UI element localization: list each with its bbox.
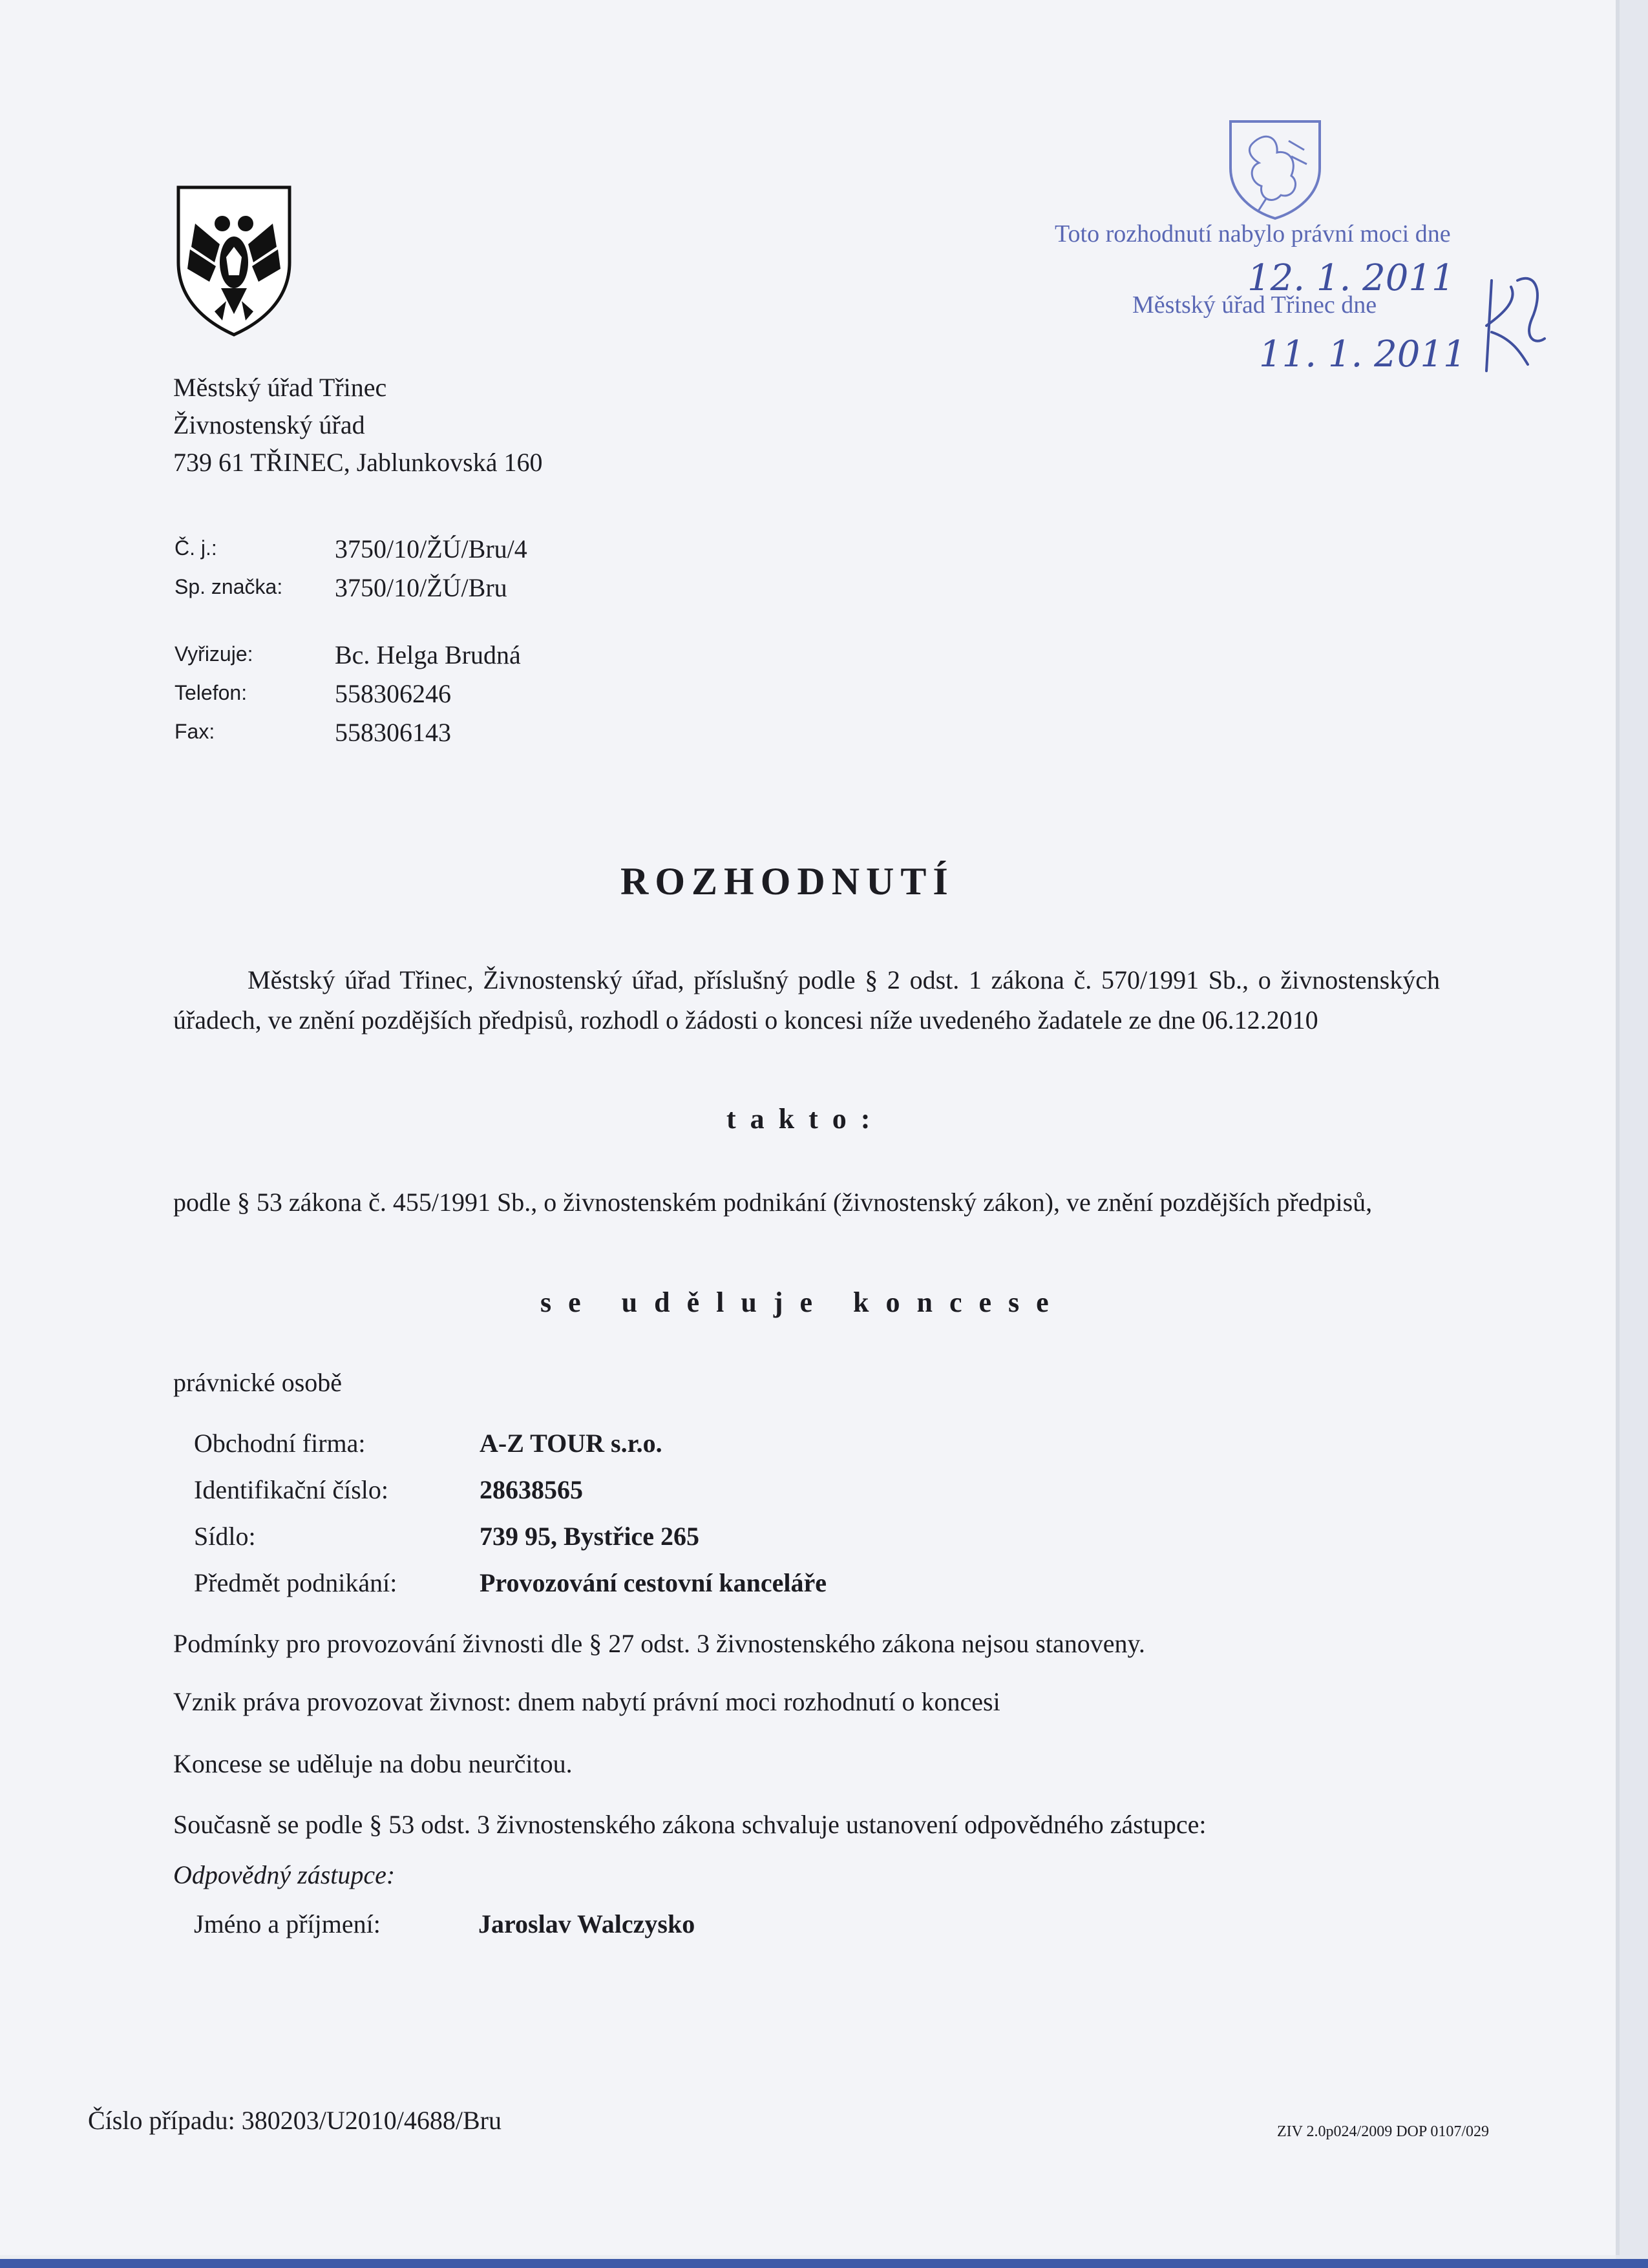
firma-value: A-Z TOUR s.r.o.: [480, 1429, 662, 1458]
handwritten-signature: [1472, 274, 1550, 377]
form-code: ZIV 2.0p024/2009 DOP 0107/029: [1277, 2123, 1490, 2140]
vyrizuje-value: Bc. Helga Brudná: [335, 640, 521, 669]
scan-edge: [1616, 0, 1648, 2268]
firma-label: Obchodní firma:: [194, 1429, 366, 1458]
duration-text: Koncese se uděluje na dobu neurčitou.: [173, 1749, 573, 1778]
trinec-coat-of-arms-icon: [176, 185, 292, 337]
entity-type: právnické osobě: [173, 1368, 343, 1397]
office-name: Městský úřad Třinec: [173, 373, 387, 402]
cj-label: Č. j.:: [174, 536, 217, 560]
grant-heading: se uděluje koncese: [540, 1286, 1066, 1318]
office-address: 739 61 TŘINEC, Jablunkovská 160: [173, 448, 543, 477]
stamp-legal-force-text: Toto rozhodnutí nabylo právní moci dne: [1055, 220, 1451, 247]
case-number: Číslo případu: 380203/U2010/4688/Bru: [88, 2106, 502, 2135]
predmet-label: Předmět podnikání:: [194, 1568, 397, 1597]
rights-text: Vznik práva provozovat živnost: dnem nabytí právní moci rozhodnutí o koncesi: [173, 1687, 1000, 1716]
cj-value: 3750/10/ŽÚ/Bru/4: [335, 534, 527, 563]
law-paragraph: podle § 53 zákona č. 455/1991 Sb., o živnostenském podnikání (živnostenský zákon), ve znění pozdějších předpisů,: [173, 1188, 1373, 1217]
representative-name-value: Jaroslav Walczysko: [478, 1909, 695, 1938]
intro-paragraph: [173, 960, 1440, 1040]
sp-label: Sp. značka:: [174, 575, 283, 598]
predmet-value: Provozování cestovní kanceláře: [480, 1568, 827, 1597]
stamp-office-date: 11. 1. 2011: [1259, 333, 1466, 375]
telefon-value: 558306246: [335, 679, 451, 708]
representative-heading: Odpovědný zástupce:: [173, 1860, 396, 1889]
ic-label: Identifikační číslo:: [194, 1475, 389, 1504]
representative-name-label: Jméno a příjmení:: [194, 1909, 381, 1938]
office-department: Živnostenský úřad: [173, 410, 365, 439]
scan-bottom-edge: [0, 2259, 1648, 2268]
state-emblem-stamp-icon: [1227, 118, 1324, 221]
vyrizuje-label: Vyřizuje:: [174, 642, 253, 666]
stamp-office-text: Městský úřad Třinec dne: [1132, 291, 1377, 319]
fax-label: Fax:: [174, 720, 215, 743]
telefon-label: Telefon:: [174, 681, 248, 704]
intro-paragraph-text: Městský úřad Třinec, Živnostenský úřad, příslušný podle § 2 odst. 1 zákona č. 570/1991 Sb., o živnostenských úřadech, ve znění pozdějších předpisů, rozhodl o žádosti o koncesi níže uvedeného žadatele ze dne 06.12.2010: [173, 965, 1440, 1034]
ic-value: 28638565: [480, 1475, 583, 1504]
approval-text: Současně se podle § 53 odst. 3 živnostenského zákona schvaluje ustanovení odpovědného zástupce:: [173, 1810, 1207, 1839]
conditions-text: Podmínky pro provozování živnosti dle § 27 odst. 3 živnostenského zákona nejsou stanoveny.: [173, 1629, 1145, 1658]
sidlo-value: 739 95, Bystřice 265: [480, 1522, 699, 1551]
document-title: ROZHODNUTÍ: [620, 860, 955, 903]
sidlo-label: Sídlo:: [194, 1522, 256, 1551]
stamp-legal-force-date: 12. 1. 2011: [1247, 257, 1455, 299]
fax-value: 558306143: [335, 718, 451, 747]
takto-heading: takto:: [726, 1103, 885, 1135]
sp-value: 3750/10/ŽÚ/Bru: [335, 573, 507, 602]
